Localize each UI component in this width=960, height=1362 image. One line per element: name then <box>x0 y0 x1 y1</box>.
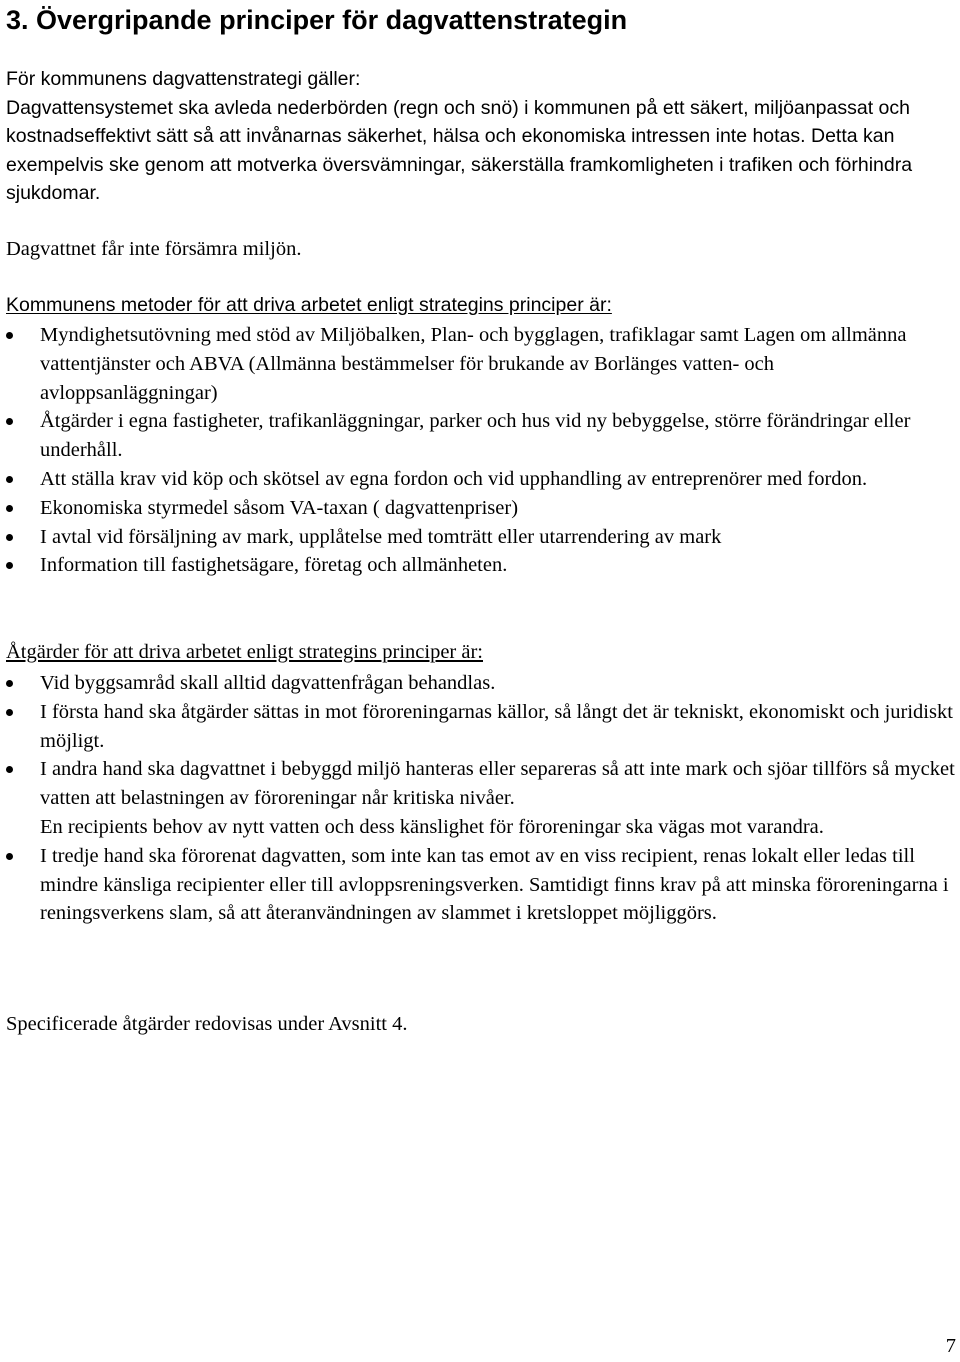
list-item-text: I tredje hand ska förorenat dagvatten, som inte kan tas emot av en viss recipient, renas lokalt eller ledas till mindre känsliga recipienter eller till avloppsreningsverken. Samtidigt finns krav på att minska föroreningarna i reningsverkens slam, så att återanvändningen av slammet i kretsloppet möjliggörs. <box>40 844 949 925</box>
list-item-text: Information till fastighetsägare, företag och allmänheten. <box>40 554 508 577</box>
actions-list <box>0 669 955 928</box>
list-item <box>0 407 955 465</box>
bullet-icon <box>6 476 13 483</box>
methods-list <box>0 321 955 580</box>
closing-note: Specificerade åtgärder redovisas under Avsnitt 4. <box>6 1013 408 1035</box>
list-item-text: Myndighetsutövning med stöd av Miljöbalken, Plan- och bygglagen, trafiklagar samt Lagen om allmänna vattentjänster och ABVA (Allmänna bestämmelser för brukande av Borlänges vatten- och avloppsanläggningar) <box>40 324 907 404</box>
list-item-text: I andra hand ska dagvattnet i bebyggd miljö hanteras eller separeras så att inte mark och sjöar tillförs så mycket vatten att belastningen av föroreningar når kritiska nivåer. <box>40 758 955 810</box>
list-item-continuation: En recipients behov av nytt vatten och dess känslighet för föroreningar ska vägas mot varandra. <box>40 815 824 838</box>
list-item <box>0 321 955 407</box>
list-item-text: I första hand ska åtgärder sättas in mot föroreningarnas källor, så långt det är tekniskt, ekonomiskt och juridiskt möjligt. <box>40 700 953 752</box>
list-item <box>0 465 955 494</box>
list-item <box>0 698 955 756</box>
intro-lead: För kommunens dagvattenstrategi gäller: <box>6 68 361 90</box>
list-item-text: Åtgärder i egna fastigheter, trafikanläggningar, parker och hus vid ny bebyggelse, större förändringar eller underhåll. <box>40 410 911 462</box>
page-number: 7 <box>945 1335 956 1357</box>
list-item <box>0 523 955 552</box>
list-item <box>0 494 955 523</box>
list-item-text: Ekonomiska styrmedel såsom VA-taxan ( dagvattenpriser) <box>40 496 519 519</box>
list-item <box>0 669 955 698</box>
actions-heading: Åtgärder för att driva arbetet enligt strategins principer är: <box>6 641 483 663</box>
bullet-icon <box>6 853 13 860</box>
environment-statement: Dagvattnet får inte försämra miljön. <box>6 238 302 260</box>
bullet-icon <box>6 562 13 569</box>
list-item <box>0 755 955 841</box>
bullet-icon <box>6 709 13 716</box>
intro-body: Dagvattensystemet ska avleda nederbörden (regn och snö) i kommunen på ett säkert, miljöanpassat och kostnadseffektivt sätt så att invånarnas säkerhet, hälsa och ekonomiska intressen inte hotas. Detta kan exempelvis ske genom att motverka översvämningar, säkerställa framkomligheten i trafiken och förhindra sjukdomar. <box>6 96 913 204</box>
intro-paragraph <box>6 65 951 208</box>
list-item-text: I avtal vid försäljning av mark, upplåtelse med tomträtt eller utarrendering av mark <box>40 525 722 548</box>
bullet-icon <box>6 418 13 425</box>
list-item <box>0 842 955 928</box>
bullet-icon <box>6 766 13 773</box>
bullet-icon <box>6 332 13 339</box>
bullet-icon <box>6 505 13 512</box>
methods-heading: Kommunens metoder för att driva arbetet enligt strategins principer är: <box>6 294 612 316</box>
list-item-text: Vid byggsamråd skall alltid dagvattenfrågan behandlas. <box>40 672 496 694</box>
list-item-text: Att ställa krav vid köp och skötsel av egna fordon och vid upphandling av entreprenörer med fordon. <box>40 467 868 490</box>
section-heading: 3. Övergripande principer för dagvattenstrategin <box>6 5 628 35</box>
list-item <box>0 551 955 580</box>
bullet-icon <box>6 534 13 541</box>
bullet-icon <box>6 680 13 687</box>
